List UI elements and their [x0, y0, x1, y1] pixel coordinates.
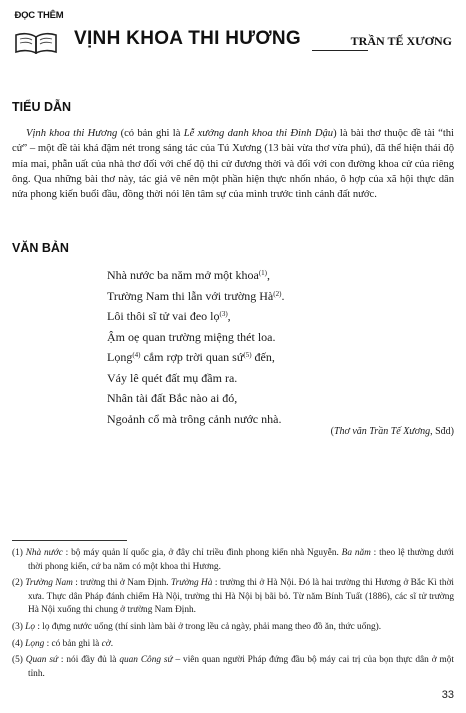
intro-work-title: Vịnh khoa thi Hương — [26, 128, 118, 139]
poem-line: Ngoảnh cổ mà trông cảnh nước nhà. — [107, 411, 282, 426]
poem-line: Trường Nam thi lẫn với trường $Hà^{(2)}$. — [107, 288, 285, 303]
poem-line: Ậm oẹ quan trường miệng thét loa. — [107, 329, 276, 344]
reading-label: ĐỌC THÊM — [14, 10, 64, 21]
poem-line: Váy lê quét đất mụ đầm ra. — [107, 370, 238, 385]
footnote-ref: (3) — [219, 310, 228, 318]
footnotes — [12, 547, 454, 684]
poem — [107, 265, 284, 429]
intro-text-2: ) là bài thơ thuộc đề tài “thi cử” – một đề tài khá đậm nét trong sáng tác của Tú Xương (13 bài vừa thơ vừa phú), đã thể hiện thái độ mỉa mai, phẫn uất của nhà thơ đối với chế độ thi cử đương thời và đối với con đường khoa cử của riêng ông. Qua những bài thơ này, tác giả vẽ nên một phần hiện thực nhốn nháo, ô hợp của xã hội thực dân nửa phong kiến buổi đầu, đồng thời nói lên tâm sự của mình trước tình cảnh đất nước. — [12, 128, 455, 201]
intro-text-1: (có bản ghi là — [117, 128, 184, 139]
poem-source: (Thơ văn Trần Tế Xương, Sđd) — [330, 426, 454, 437]
title-divider — [312, 50, 368, 51]
page-number: 33 — [441, 689, 454, 701]
footnote-ref: (2) — [273, 289, 282, 298]
intro-alt-title: Lễ xướng danh khoa thi Đinh Dậu — [183, 128, 334, 139]
poem-line: Lôi thôi sĩ tử vai đeo lọ$^{(3)}$, — [107, 309, 231, 323]
open-book-icon — [14, 32, 58, 54]
footnote-3: (3) Lọ : lọ đựng nước uống (thí sinh làm bài ở trong lều cả ngày, phải mang theo đồ ăn, thức uống). — [12, 621, 382, 632]
intro-paragraph — [12, 126, 454, 202]
footnote-divider — [12, 540, 127, 541]
author-name: TRẦN TẾ XƯƠNG — [350, 34, 452, 48]
poem-line: Lọng$^{(4)}$ cắm rợp trời quan sứ$^{(5)}$ đến, — [107, 350, 275, 364]
footnote-ref: (5) — [243, 351, 252, 359]
footnote-5: (5) Quan sứ : nói đầy đủ là quan Công sứ – viên quan người Pháp đứng đầu bộ máy cai trị của bọn thực dân ở một tỉnh. — [12, 655, 454, 679]
footnote-4: (4) Lọng : có bản ghi là cờ. — [12, 638, 114, 649]
poem-line: Nhà nước ba năm mở một khoa$^{(1)}$, — [107, 268, 270, 282]
footnote-ref: (4) — [132, 351, 141, 359]
poem-line: Nhân tài đất Bắc nào ai đó, — [107, 391, 238, 405]
text-heading: VĂN BẢN — [12, 241, 69, 255]
footnote-1: (1) Nhà nước : bộ máy quản lí quốc gia, ở đây chỉ triều đình phong kiến nhà Nguyễn. Ba năm : theo lệ thường dưới thời phong kiến, cứ ba năm có một khoa thi Hương. — [12, 548, 454, 572]
intro-heading: TIỂU DẪN — [12, 100, 72, 114]
footnote-2: (2) Trường Nam : trường thi ở Nam Định. Trường Hà : trường thi ở Hà Nội. Đó là hai trường thi Hương ở Bắc Kì thời xưa. Thực dân Pháp đánh chiếm Hà Nội, trường thi Hà Nội bị bãi bỏ. Từ năm Bính Tuất (1886), các sĩ tử trường Hà Nội xuống thi chung ở trường Nam Định. — [12, 578, 454, 616]
page-header — [12, 6, 458, 58]
page-title: VỊNH KHOA THI HƯƠNG — [74, 28, 301, 49]
footnote-ref: (1) — [258, 269, 267, 277]
